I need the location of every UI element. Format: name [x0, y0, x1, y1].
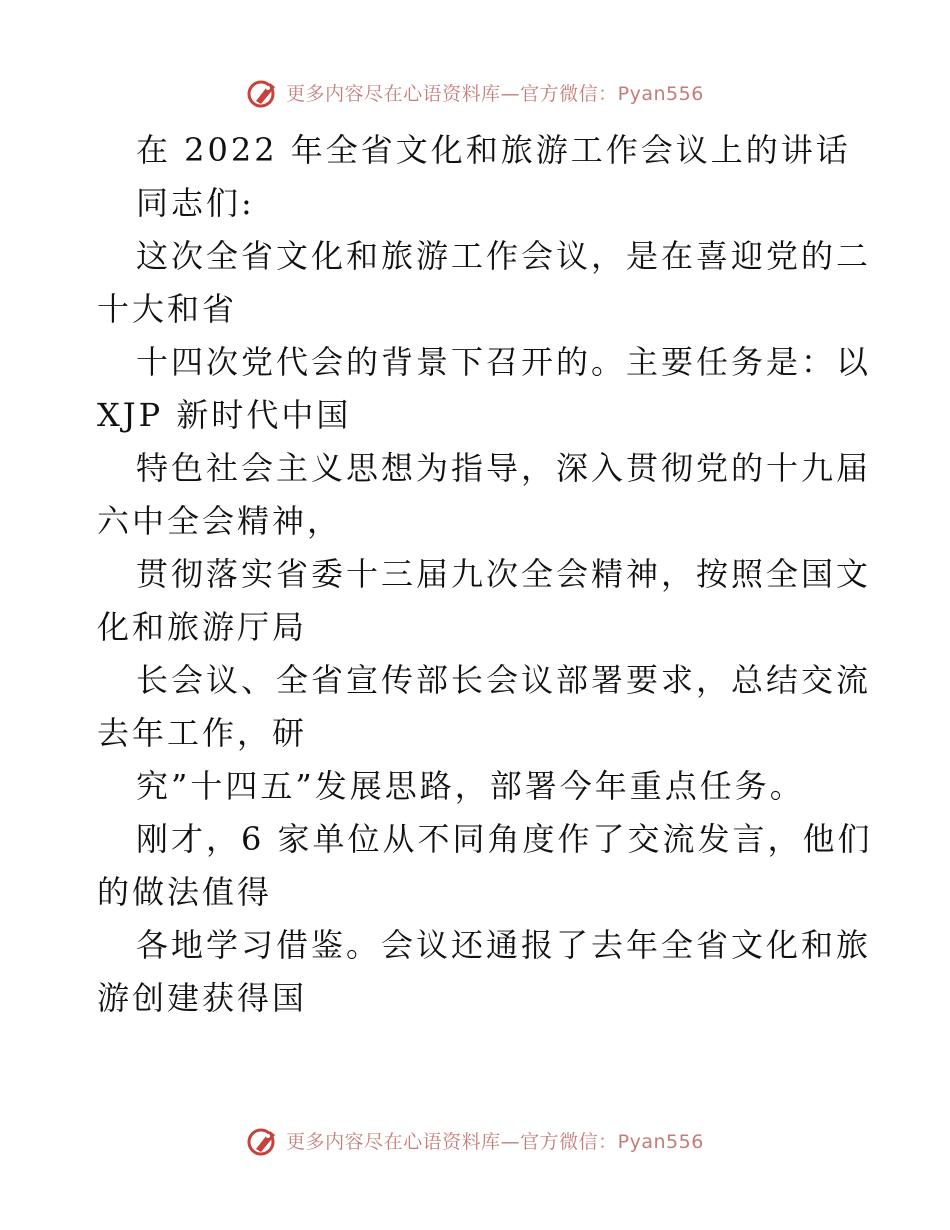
text-line: 的做法值得 [97, 873, 273, 911]
text-line: 长会议、全省宣传部长会议部署要求，总结交流 [136, 661, 872, 699]
text-line: 同志们: [136, 184, 255, 222]
document-body [97, 124, 873, 1025]
footer-watermark [0, 1120, 950, 1160]
text-line: 化和旅游厅局 [97, 608, 308, 646]
watermark-text: 更多内容尽在心语资料库—官方微信：Pyan556 [286, 82, 704, 105]
text-line: 刚才，6 家单位从不同角度作了交流发言，他们 [136, 820, 873, 858]
text-line: 这次全省文化和旅游工作会议，是在喜迎党的二 [136, 237, 872, 275]
pen-nib-logo-icon [246, 1123, 280, 1157]
watermark-text: 更多内容尽在心语资料库—官方微信：Pyan556 [286, 1130, 704, 1153]
text-line: 十四次党代会的背景下召开的。主要任务是：以 [136, 343, 872, 381]
text-line: 十大和省 [97, 290, 238, 328]
header-watermark [0, 72, 950, 112]
text-line: 各地学习借鉴。会议还通报了去年全省文化和旅 [136, 926, 872, 964]
text-line: 六中全会精神， [97, 502, 343, 540]
text-line: 究”十四五”发展思路，部署今年重点任务。 [136, 767, 805, 805]
pen-nib-logo-icon [246, 75, 280, 109]
text-line: 游创建获得国 [97, 979, 308, 1017]
text-line: XJP 新时代中国 [97, 396, 352, 434]
text-line: 去年工作，研 [97, 714, 308, 752]
text-line: 特色社会主义思想为指导，深入贯彻党的十九届 [136, 449, 872, 487]
text-line: 贯彻落实省委十三届九次全会精神，按照全国文 [136, 555, 872, 593]
document-title: 在 2022 年全省文化和旅游工作会议上的讲话 [136, 131, 851, 169]
